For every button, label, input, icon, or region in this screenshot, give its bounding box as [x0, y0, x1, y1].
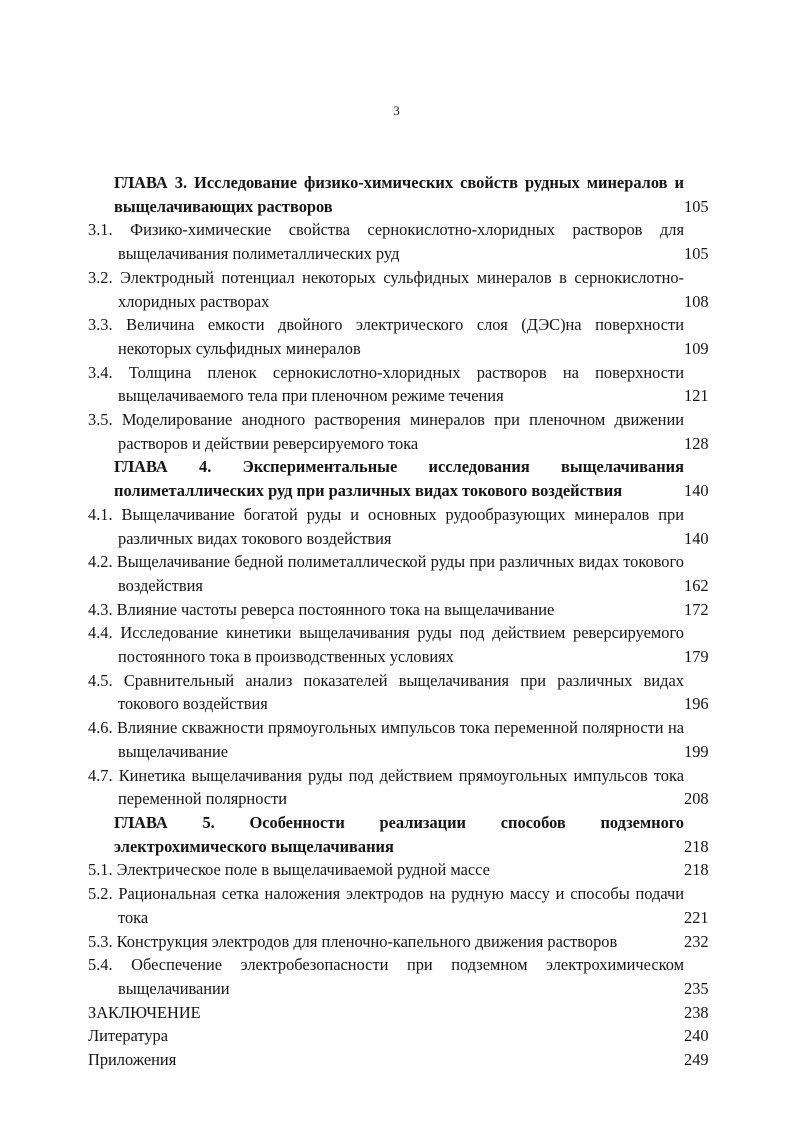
toc-entry-page: 105: [684, 196, 709, 216]
toc-chapter-3[interactable]: [88, 171, 738, 218]
toc-entry-page: 218: [684, 836, 709, 856]
toc-section-3-2[interactable]: [88, 266, 738, 313]
toc-chapter-4[interactable]: [88, 455, 738, 502]
toc-entry-page: 221: [684, 907, 709, 927]
toc-entry-title: 3.2. Электродный потенциал некоторых сульфидных минералов в сернокислотно-хлоридных растворах: [88, 267, 684, 311]
toc-section-4-7[interactable]: [88, 764, 738, 811]
toc-entry-page: 240: [684, 1026, 709, 1046]
toc-conclusion[interactable]: [88, 1001, 738, 1025]
toc-entry-page: 108: [684, 291, 709, 311]
toc-section-4-2[interactable]: [88, 550, 738, 597]
toc-section-4-3[interactable]: [88, 598, 738, 622]
toc-entry-title: 4.6. Влияние скважности прямоугольных импульсов тока переменной полярности на выщелачивание: [88, 718, 684, 761]
toc-entry-title: 5.1. Электрическое поле в выщелачиваемой рудной массе: [88, 860, 490, 880]
toc-section-3-4[interactable]: [88, 361, 738, 408]
toc-entry-title: 4.2. Выщелачивание бедной полиметаллической руды при различных видах токового воздействия: [88, 552, 684, 595]
toc-section-5-4[interactable]: [88, 953, 738, 1000]
toc-entry-title: 3.5. Моделирование анодного растворения минералов при пленочном движении растворов и действии реверсируемого тока: [88, 410, 684, 453]
toc-literature[interactable]: [88, 1024, 738, 1048]
toc-entry-title: ЗАКЛЮЧЕНИЕ: [88, 1002, 201, 1022]
toc-section-3-3[interactable]: [88, 313, 738, 360]
toc-entry-title: 3.1. Физико-химические свойства сернокислотно-хлоридных растворов для выщелачивания полиметаллических руд: [88, 220, 684, 264]
toc-entry-page: 196: [684, 694, 709, 714]
toc-entry-page: 208: [684, 789, 709, 809]
toc-entry-title: 4.3. Влияние частоты реверса постоянного тока на выщелачивание: [88, 599, 555, 619]
toc-entry-page: 140: [684, 481, 709, 501]
toc-entry-title: 3.3. Величина емкости двойного электрического слоя (ДЭС)на поверхности некоторых сульфидных минералов: [88, 315, 684, 358]
toc-entry-page: 235: [684, 978, 709, 998]
toc-entry-page: 218: [684, 860, 709, 880]
toc-entry-page: 105: [684, 244, 709, 264]
toc-entry-title: ГЛАВА 4. Экспериментальные исследования выщелачивания полиметаллических руд при различных видах токового воздействия: [114, 457, 684, 501]
toc-entry-page: 232: [684, 931, 709, 951]
toc-section-4-4[interactable]: [88, 621, 738, 668]
toc-section-4-1[interactable]: [88, 503, 738, 550]
toc-entry-title: 4.5. Сравнительный анализ показателей выщелачивания при различных видах токового воздействия: [88, 670, 684, 714]
toc-section-4-5[interactable]: [88, 669, 738, 716]
toc-section-5-1[interactable]: [88, 858, 738, 882]
toc-entry-title: ГЛАВА 5. Особенности реализации способов подземного электрохимического выщелачивания: [114, 812, 684, 856]
toc-entry-title: 3.4. Толщина пленок сернокислотно-хлоридных растворов на поверхности выщелачиваемого тела при пленочном режиме течения: [88, 362, 684, 406]
toc-chapter-5[interactable]: [88, 811, 738, 858]
toc-section-3-5[interactable]: [88, 408, 738, 455]
toc-appendices[interactable]: [88, 1048, 738, 1072]
toc-section-5-2[interactable]: [88, 882, 738, 929]
toc-entry-title: Приложения: [88, 1050, 177, 1070]
toc-entry-page: 128: [684, 433, 709, 453]
table-of-contents: [88, 171, 738, 1072]
toc-section-4-6[interactable]: [88, 716, 738, 763]
toc-section-3-1[interactable]: [88, 218, 738, 265]
toc-entry-page: 172: [684, 599, 709, 619]
toc-entry-page: 179: [684, 647, 709, 667]
toc-entry-page: 238: [684, 1002, 709, 1022]
toc-entry-page: 162: [684, 575, 709, 595]
toc-entry-title: Литература: [88, 1026, 168, 1046]
toc-entry-title: 5.3. Конструкция электродов для пленочно-капельного движения растворов: [88, 931, 618, 951]
toc-entry-title: 4.4. Исследование кинетики выщелачивания руды под действием реверсируемого постоянного тока в производственных условиях: [88, 623, 684, 667]
toc-entry-title: 5.2. Рациональная сетка наложения электродов на рудную массу и способы подачи тока: [88, 884, 684, 927]
toc-entry-page: 121: [684, 386, 709, 406]
page-number: 3: [393, 103, 400, 118]
toc-entry-page: 199: [684, 741, 709, 761]
toc-entry-title: 4.7. Кинетика выщелачивания руды под действием прямоугольных импульсов тока переменной полярности: [88, 765, 684, 809]
toc-section-5-3[interactable]: [88, 930, 738, 954]
toc-entry-title: 5.4. Обеспечение электробезопасности при подземном электрохимическом выщелачивании: [88, 955, 684, 998]
toc-entry-page: 249: [684, 1050, 709, 1070]
toc-entry-title: ГЛАВА 3. Исследование физико-химических свойств рудных минералов и выщелачивающих растворов: [114, 173, 684, 216]
toc-entry-page: 109: [684, 338, 709, 358]
toc-entry-title: 4.1. Выщелачивание богатой руды и основных рудообразующих минералов при различных видах токового воздействия: [88, 504, 684, 548]
toc-entry-page: 140: [684, 528, 709, 548]
